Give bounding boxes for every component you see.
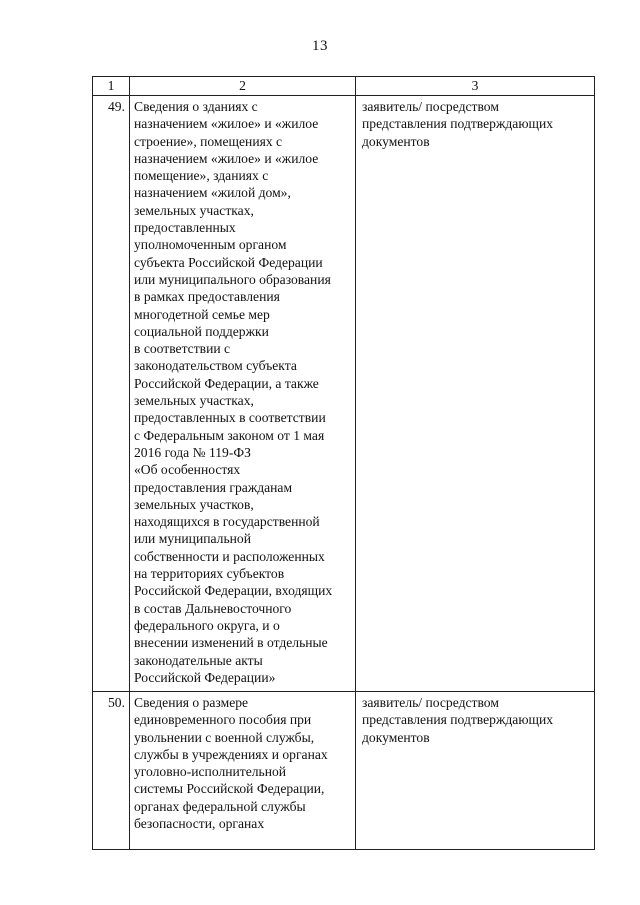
row-number: 50. [93,692,130,850]
text-line: документов [362,729,430,745]
column-header-1: 1 [93,77,130,96]
information-description [130,96,356,692]
text-line: системы Российской Федерации, [134,781,325,797]
text-line: документов [362,133,430,149]
text-line: назначением «жилой дом», [134,185,291,201]
text-line: с Федеральным законом от 1 мая [134,427,325,443]
text-line: собственности и расположенных [134,548,325,564]
text-line: земельных участков, [134,496,254,512]
table-row [93,692,595,850]
text-line: социальной поддержки [134,323,269,339]
text-line: Российской Федерации, а также [134,375,319,391]
information-description [130,692,356,850]
text-line: земельных участках, [134,202,254,218]
text-line: Российской Федерации» [134,669,276,685]
text-line: Сведения о размере [134,695,249,710]
text-line: федерального округа, и о [134,617,280,633]
text-line: уполномоченным органом [134,237,287,253]
text-line: заявитель/ посредством [362,695,499,710]
text-line: в соответствии с [134,341,231,357]
document-table [92,76,595,850]
text-line: предоставления гражданам [134,479,293,495]
text-line: 2016 года № 119-ФЗ [134,444,251,460]
page-number: 13 [312,38,328,54]
provision-method [356,692,595,850]
text-line: многодетной семье мер [134,306,270,322]
text-line: уголовно-исполнительной [134,764,287,780]
text-line: органах федеральной службы [134,798,306,814]
text-line: «Об особенностях [134,462,241,478]
text-line: внесении изменений в отдельные [134,635,328,651]
text-line: безопасности, органах [134,816,265,832]
text-line: строение», помещениях с [134,133,283,149]
text-line: предоставленных в соответствии [134,410,326,426]
text-line: предоставленных [134,220,236,236]
text-line: или муниципального образования [134,271,331,287]
text-line: представления подтверждающих [362,712,554,728]
text-line: Российской Федерации, входящих [134,583,333,599]
text-line: назначением «жилое» и «жилое [134,116,319,132]
text-line: единовременного пособия при [134,712,312,728]
row-number: 49. [93,96,130,692]
column-header-3: 3 [356,77,595,96]
table-row [93,96,595,692]
table-header-row [93,77,595,96]
text-line: законодательством субъекта [134,358,297,374]
text-line: Сведения о зданиях с [134,99,258,114]
text-line: в состав Дальневосточного [134,600,292,616]
column-header-2: 2 [130,77,356,96]
text-line: службы в учреждениях и органах [134,746,328,762]
text-line: заявитель/ посредством [362,99,499,114]
text-line: субъекта Российской Федерации [134,254,323,270]
text-line: земельных участках, [134,393,254,409]
text-line: представления подтверждающих [362,116,554,132]
text-line: или муниципальной [134,531,251,547]
text-line: назначением «жилое» и «жилое [134,150,319,166]
text-line: увольнении с военной службы, [134,729,315,745]
text-line: находящихся в государственной [134,514,320,530]
text-line: помещение», зданиях с [134,168,269,184]
text-line: на территориях субъектов [134,566,285,582]
text-line: законодательные акты [134,652,263,668]
provision-method [356,96,595,692]
text-line: в рамках предоставления [134,289,280,305]
